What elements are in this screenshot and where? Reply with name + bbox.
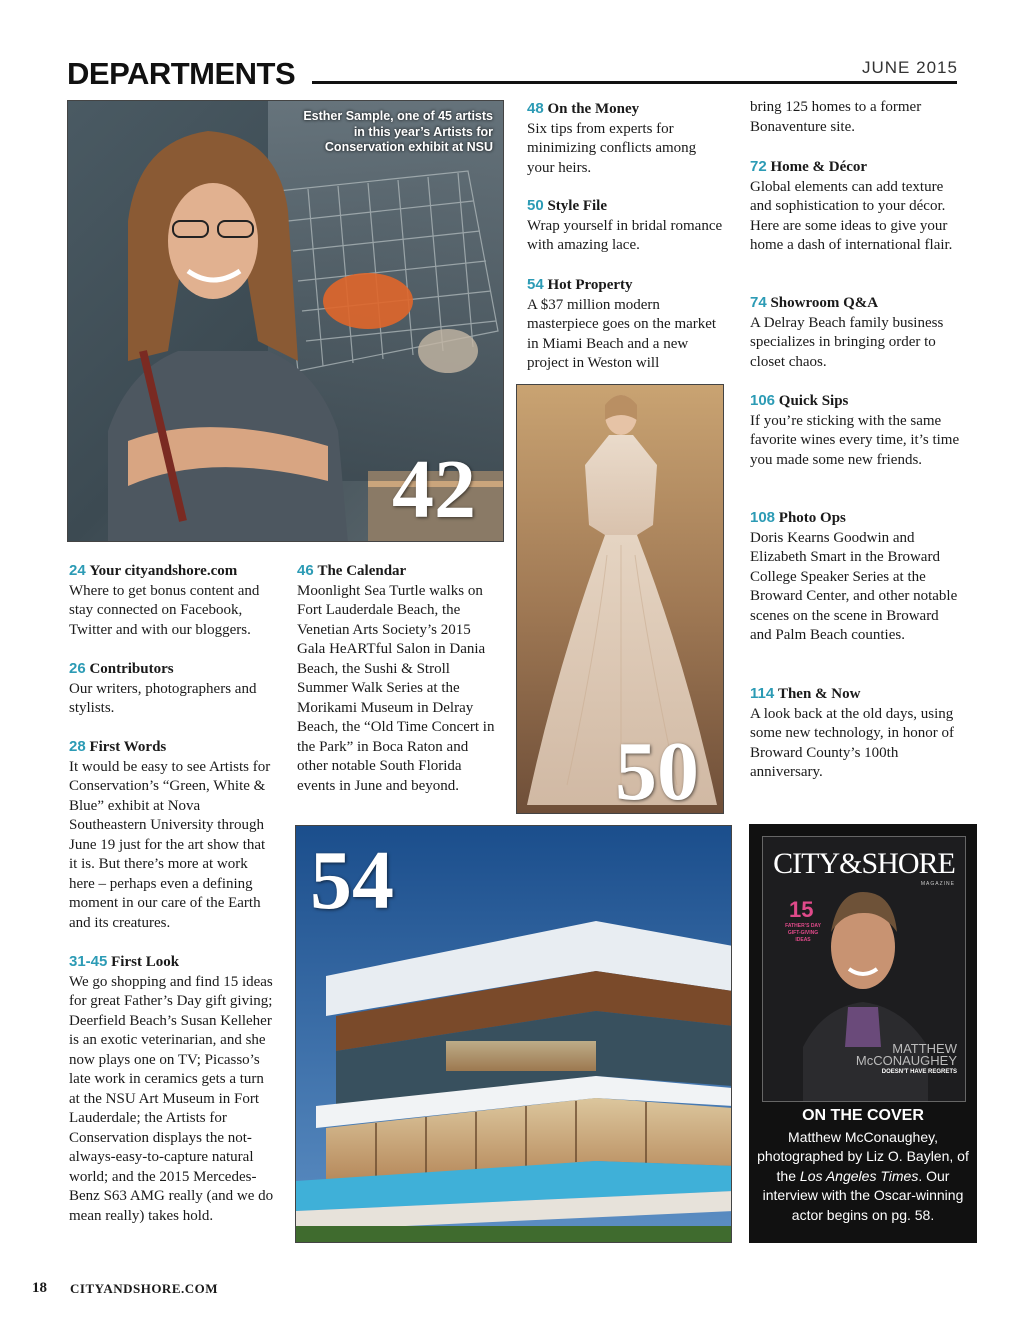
entry-title: Your cityandshore.com: [89, 563, 238, 579]
entry-description: Six tips from experts for minimizing conflicts among your heirs.: [527, 120, 697, 176]
entry-page-number: 114: [750, 685, 775, 702]
cover-caption-publication: Los Angeles Times: [799, 1167, 919, 1184]
entry-description: A Delray Beach family business specializes in bringing order to closet chaos.: [750, 314, 944, 370]
entry-108[interactable]: [750, 508, 960, 646]
cover-name-first: MATTHEW: [892, 1041, 957, 1056]
page-number-50: 50: [615, 725, 699, 814]
entry-description: Global elements can add texture and sophistication to your décor. Here are some ideas to give your home a dash of international flair.: [750, 178, 953, 253]
magazine-cover-thumbnail[interactable]: [762, 836, 966, 1102]
entry-description: We go shopping and find 15 ideas for great Father’s Day gift giving; Deerfield Beach’s Susan Kelleher is an exotic veterinarian, and she now plays one on TV; Picasso’s late work in ceramics gets a turn at the NSU Art Museum in Fort Lauderdale; the Artists for Conservation displays the not-always-easy-to-capture natural world; and the 2015 Mercedes-Benz S63 AMG really (and we do mean really) takes hold.: [69, 973, 274, 1224]
page-number-42: 42: [392, 443, 476, 536]
cover-masthead-sub: MAGAZINE: [920, 881, 955, 887]
entry-title: Then & Now: [777, 686, 861, 702]
entry-description: Wrap yourself in bridal romance with amazing lace.: [527, 217, 723, 253]
entry-page-number: 48: [527, 100, 544, 117]
entry-title: Photo Ops: [778, 510, 846, 526]
entry-31-45[interactable]: [69, 952, 277, 1226]
entry-page-number: 24: [69, 562, 86, 579]
entry-46[interactable]: [297, 561, 502, 796]
folio-website: CITYANDSHORE.COM: [70, 1281, 219, 1296]
entry-page-number: 74: [750, 294, 767, 311]
entry-title: The Calendar: [317, 563, 407, 579]
entry-description: Our writers, photographers and stylists.: [69, 680, 257, 716]
cover-feature-teaser: FATHER’S DAY GIFT-GIVING IDEAS: [785, 923, 821, 943]
entry-page-number: 72: [750, 158, 767, 175]
cover-tagline: DOESN’T HAVE REGRETS: [881, 1069, 957, 1075]
entry-page-number: 31-45: [69, 953, 108, 970]
entry-74[interactable]: [750, 293, 965, 372]
entry-26[interactable]: [69, 659, 289, 719]
entry-description: If you’re sticking with the same favorite wines every time, it’s time you made some new friends.: [750, 412, 960, 468]
header-rule: [312, 81, 957, 84]
entry-description: A look back at the old days, using some new technology, in honor of Broward County’s 100th anniversary.: [750, 705, 954, 780]
entry-28[interactable]: [69, 737, 277, 933]
cover-caption: [749, 1106, 977, 1225]
entry-24[interactable]: [69, 561, 289, 640]
entry-54[interactable]: [527, 275, 727, 374]
entry-page-number: 108: [750, 509, 776, 526]
entry-106[interactable]: [750, 391, 965, 470]
entry-title: First Look: [111, 954, 180, 970]
entry-title: Quick Sips: [778, 393, 849, 409]
cover-feature-number: 15: [789, 897, 814, 922]
entry-page-number: 46: [297, 562, 314, 579]
cover-masthead: CITY&SHORE: [773, 847, 955, 880]
cover-caption-text: Matthew McConaughey, photographed by Liz O. Baylen, of the: [757, 1128, 969, 1184]
section-title: DEPARTMENTS: [67, 56, 296, 91]
artist-photo-caption: Esther Sample, one of 45 artists in this year’s Artists for Conservation exhibit at NSU: [303, 109, 493, 154]
entry-page-number: 50: [527, 197, 544, 214]
entry-72[interactable]: [750, 157, 965, 256]
entry-title: Contributors: [89, 661, 174, 677]
artist-photo[interactable]: [67, 100, 504, 542]
entry-page-number: 54: [527, 276, 544, 293]
entry-description: Moonlight Sea Turtle walks on Fort Lauderdale Beach, the Venetian Arts Society’s 2015 Gala HeARTful Salon in Dania Beach, the Sushi & Stroll Summer Walk Series at the Morikami Museum in Delray Beach, the “Old Time Concert in the Park” in Boca Raton and other notable South Florida events in June and beyond.: [297, 582, 495, 794]
entry-48[interactable]: [527, 99, 727, 178]
modern-house-photo[interactable]: [295, 825, 732, 1243]
bridal-gown-photo[interactable]: [516, 384, 724, 814]
issue-date: JUNE 2015: [862, 58, 958, 77]
entry-description: It would be easy to see Artists for Conservation’s “Green, White & Blue” exhibit at Nova Southeastern University through June 19 just for the art show that it is. But there’s more at work here – perhaps even a defining moment in our care of the Earth and its creatures.: [69, 758, 271, 931]
entry-title: Home & Décor: [770, 159, 868, 175]
entry-page-number: 106: [750, 392, 776, 409]
entry-title: Style File: [547, 198, 608, 214]
entry-title: On the Money: [547, 101, 640, 117]
entry-description: A $37 million modern masterpiece goes on the market in Miami Beach and a new project in Weston will: [527, 296, 717, 371]
folio-page-number: 18: [32, 1280, 47, 1296]
page-number-54: 54: [310, 834, 394, 927]
on-the-cover-box[interactable]: [749, 824, 977, 1243]
entry-page-number: 28: [69, 738, 86, 755]
hot-property-continuation: bring 125 homes to a former Bonaventure site.: [750, 99, 922, 135]
entry-title: Hot Property: [547, 277, 633, 293]
entry-title: Showroom Q&A: [770, 295, 879, 311]
cover-heading: ON THE COVER: [802, 1107, 924, 1124]
entry-50[interactable]: [527, 196, 727, 256]
entry-114[interactable]: [750, 684, 955, 783]
entry-title: First Words: [89, 739, 167, 755]
entry-description: Doris Kearns Goodwin and Elizabeth Smart in the Broward College Speaker Series at the Broward Center, and other notable scenes on the scene in Broward and Palm Beach counties.: [750, 529, 958, 643]
entry-page-number: 26: [69, 660, 86, 677]
cover-caption-text-end: . Our interview with the Oscar-winning actor begins on pg. 58.: [762, 1167, 964, 1223]
entry-description: Where to get bonus content and stay connected on Facebook, Twitter and with our bloggers.: [69, 582, 260, 638]
cover-name-last: McCONAUGHEY: [855, 1053, 957, 1068]
